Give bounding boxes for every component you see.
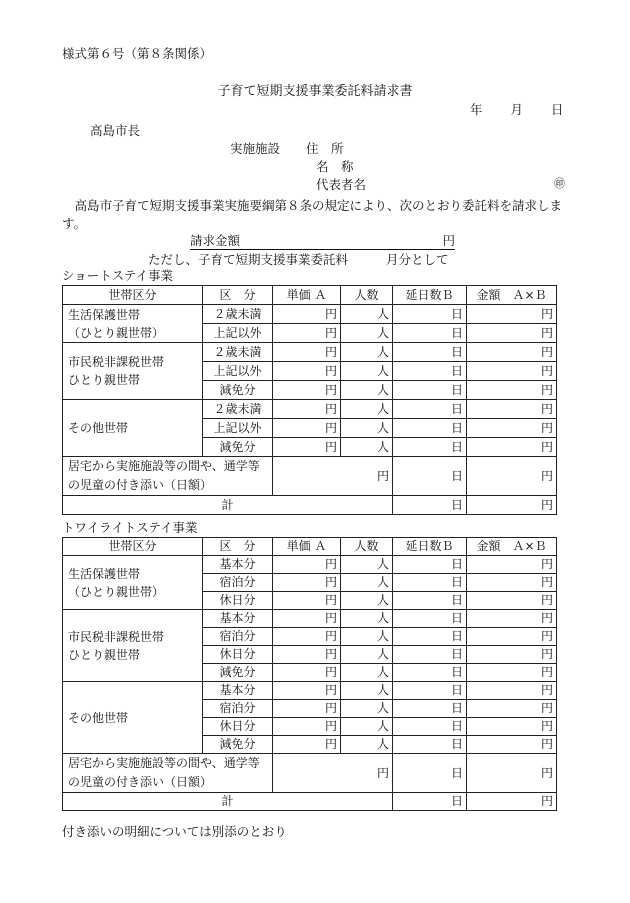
total-days-cell[interactable]: 日 [393, 362, 467, 381]
column-header: 延日数Ｂ [393, 538, 467, 556]
amount-cell[interactable]: 円 [467, 343, 557, 362]
sub-category: ２歳未満 [203, 305, 273, 324]
unit-price-cell[interactable]: 円 [273, 646, 341, 664]
household-category: 生活保護世帯 （ひとり親世帯） [63, 556, 203, 610]
column-header: 区 分 [203, 286, 273, 305]
column-header: 世帯区分 [63, 538, 203, 556]
household-category: その他世帯 [63, 682, 203, 754]
claim-unit: 円 [442, 233, 455, 248]
total-days-cell[interactable]: 日 [393, 682, 467, 700]
total-days-cell[interactable]: 日 [393, 592, 467, 610]
amount-cell[interactable]: 円 [467, 718, 557, 736]
column-header: 単価 Ａ [273, 538, 341, 556]
total-days-cell[interactable]: 日 [393, 305, 467, 324]
sub-category: ２歳未満 [203, 400, 273, 419]
escort-label: 居宅から実施施設等の間や、通学等の児童の付き添い（日額） [63, 754, 273, 793]
claim-label: 請求金額 [190, 233, 241, 248]
amount-cell[interactable]: 円 [467, 419, 557, 438]
headcount-cell[interactable]: 人 [341, 400, 393, 419]
amount-cell[interactable]: 円 [467, 324, 557, 343]
total-days-cell[interactable]: 日 [393, 438, 467, 457]
headcount-cell[interactable]: 人 [341, 700, 393, 718]
escort-row [63, 457, 557, 496]
twilight-stay-section-title: トワイライトステイ事業 [62, 520, 198, 535]
headcount-cell[interactable]: 人 [341, 682, 393, 700]
headcount-cell[interactable]: 人 [341, 646, 393, 664]
column-header: 延日数Ｂ [393, 286, 467, 305]
table-row [63, 556, 557, 574]
amount-cell[interactable]: 円 [467, 736, 557, 754]
claim-amount-line [190, 235, 455, 250]
sub-category: 休日分 [203, 646, 273, 664]
name-label: 名 称 [316, 159, 354, 174]
total-days-cell[interactable]: 日 [393, 419, 467, 438]
amount-cell[interactable]: 円 [467, 610, 557, 628]
unit-price-cell[interactable]: 円 [273, 400, 341, 419]
date-month: 月 [510, 102, 524, 117]
sub-category: 宿泊分 [203, 628, 273, 646]
headcount-cell[interactable]: 人 [341, 305, 393, 324]
sub-category: 上記以外 [203, 419, 273, 438]
household-category: 生活保護世帯 （ひとり親世帯） [63, 305, 203, 343]
headcount-cell[interactable]: 人 [341, 592, 393, 610]
total-days-cell[interactable]: 日 [393, 400, 467, 419]
sub-category: 基本分 [203, 556, 273, 574]
total-days-cell[interactable]: 日 [393, 496, 467, 515]
addressee: 高島市長 [90, 123, 141, 138]
total-days-cell[interactable]: 日 [393, 556, 467, 574]
total-amount-cell[interactable]: 円 [467, 793, 557, 811]
unit-price-cell[interactable]: 円 [273, 700, 341, 718]
seal-mark: ㊞ [554, 177, 565, 190]
headcount-cell[interactable]: 人 [341, 736, 393, 754]
sub-category: 減免分 [203, 736, 273, 754]
total-label: 計 [63, 496, 393, 515]
unit-price-cell[interactable]: 円 [273, 362, 341, 381]
headcount-cell[interactable]: 人 [341, 718, 393, 736]
sub-category: 宿泊分 [203, 574, 273, 592]
twilight-stay-table [62, 537, 557, 811]
representative-label: 代表者名 [316, 177, 367, 192]
sub-category: 基本分 [203, 610, 273, 628]
proviso-line [148, 254, 449, 267]
date-year: 年 [470, 102, 483, 117]
total-row [63, 793, 557, 811]
sub-category: 休日分 [203, 718, 273, 736]
headcount-cell[interactable]: 人 [341, 381, 393, 400]
escort-amount-cell[interactable]: 円 [467, 457, 557, 496]
headcount-cell[interactable]: 人 [341, 574, 393, 592]
table-row [63, 610, 557, 628]
escort-unit-price-cell[interactable]: 円 [273, 754, 393, 793]
amount-cell[interactable]: 円 [467, 400, 557, 419]
total-days-cell[interactable]: 日 [393, 793, 467, 811]
amount-cell[interactable]: 円 [467, 305, 557, 324]
sub-category: 上記以外 [203, 324, 273, 343]
unit-price-cell[interactable]: 円 [273, 718, 341, 736]
column-header: 区 分 [203, 538, 273, 556]
column-header: 人数 [341, 286, 393, 305]
sub-category: 減免分 [203, 381, 273, 400]
unit-price-cell[interactable]: 円 [273, 628, 341, 646]
proviso-suffix: 月分として [386, 252, 449, 267]
amount-cell[interactable]: 円 [467, 646, 557, 664]
total-days-cell[interactable]: 日 [393, 646, 467, 664]
table-row [63, 305, 557, 324]
facility-label: 実施施設 [230, 141, 281, 156]
amount-cell[interactable]: 円 [467, 682, 557, 700]
short-stay-section-title: ショートステイ事業 [62, 268, 174, 283]
headcount-cell[interactable]: 人 [341, 362, 393, 381]
total-row [63, 496, 557, 515]
household-category: その他世帯 [63, 400, 203, 457]
address-label: 住 所 [306, 141, 344, 156]
sub-category: ２歳未満 [203, 343, 273, 362]
amount-cell[interactable]: 円 [467, 362, 557, 381]
unit-price-cell[interactable]: 円 [273, 682, 341, 700]
amount-cell[interactable]: 円 [467, 574, 557, 592]
total-days-cell[interactable]: 日 [393, 700, 467, 718]
escort-days-cell[interactable]: 日 [393, 457, 467, 496]
headcount-cell[interactable]: 人 [341, 419, 393, 438]
escort-amount-cell[interactable]: 円 [467, 754, 557, 793]
date-line [470, 104, 564, 117]
unit-price-cell[interactable]: 円 [273, 592, 341, 610]
total-amount-cell[interactable]: 円 [467, 496, 557, 515]
sub-category: 減免分 [203, 438, 273, 457]
household-category: 市民税非課税世帯 ひとり親世帯 [63, 343, 203, 400]
total-days-cell[interactable]: 日 [393, 736, 467, 754]
headcount-cell[interactable]: 人 [341, 628, 393, 646]
unit-price-cell[interactable]: 円 [273, 574, 341, 592]
header-row [63, 538, 557, 556]
sub-category: 宿泊分 [203, 700, 273, 718]
sub-category: 基本分 [203, 682, 273, 700]
request-text: 高島市子育て短期支援事業実施要綱第８条の規定により、次のとおり委託料を請求します。 [62, 198, 563, 231]
claim-amount-field[interactable] [190, 235, 455, 250]
total-days-cell[interactable]: 日 [393, 343, 467, 362]
headcount-cell[interactable]: 人 [341, 343, 393, 362]
total-days-cell[interactable]: 日 [393, 381, 467, 400]
unit-price-cell[interactable]: 円 [273, 610, 341, 628]
total-days-cell[interactable]: 日 [393, 324, 467, 343]
column-header: 金額 Ａ×Ｂ [467, 286, 557, 305]
column-header: 単価 Ａ [273, 286, 341, 305]
sub-category: 休日分 [203, 592, 273, 610]
total-days-cell[interactable]: 日 [393, 574, 467, 592]
sub-category: 上記以外 [203, 362, 273, 381]
form-number: 様式第６号（第８条関係） [62, 46, 213, 61]
unit-price-cell[interactable]: 円 [273, 324, 341, 343]
amount-cell[interactable]: 円 [467, 664, 557, 682]
unit-price-cell[interactable]: 円 [273, 343, 341, 362]
table-row [63, 400, 557, 419]
headcount-cell[interactable]: 人 [341, 324, 393, 343]
amount-cell[interactable]: 円 [467, 628, 557, 646]
total-days-cell[interactable]: 日 [393, 610, 467, 628]
household-category: 市民税非課税世帯 ひとり親世帯 [63, 610, 203, 682]
column-header: 金額 Ａ×Ｂ [467, 538, 557, 556]
headcount-cell[interactable]: 人 [341, 556, 393, 574]
short-stay-table [62, 285, 557, 515]
column-header: 人数 [341, 538, 393, 556]
date-day: 日 [551, 102, 564, 117]
unit-price-cell[interactable]: 円 [273, 736, 341, 754]
amount-cell[interactable]: 円 [467, 592, 557, 610]
unit-price-cell[interactable]: 円 [273, 438, 341, 457]
amount-cell[interactable]: 円 [467, 438, 557, 457]
column-header: 世帯区分 [63, 286, 203, 305]
escort-unit-price-cell[interactable]: 円 [273, 457, 393, 496]
total-days-cell[interactable]: 日 [393, 628, 467, 646]
document-title: 子育て短期支援事業委託料請求書 [217, 84, 413, 99]
amount-cell[interactable]: 円 [467, 381, 557, 400]
unit-price-cell[interactable]: 円 [273, 664, 341, 682]
unit-price-cell[interactable]: 円 [273, 381, 341, 400]
table-row [63, 682, 557, 700]
unit-price-cell[interactable]: 円 [273, 556, 341, 574]
amount-cell[interactable]: 円 [467, 700, 557, 718]
amount-cell[interactable]: 円 [467, 556, 557, 574]
unit-price-cell[interactable]: 円 [273, 419, 341, 438]
proviso-prefix: ただし、子育て短期支援事業委託料 [148, 252, 349, 267]
escort-row [63, 754, 557, 793]
headcount-cell[interactable]: 人 [341, 664, 393, 682]
sub-category: 減免分 [203, 664, 273, 682]
headcount-cell[interactable]: 人 [341, 610, 393, 628]
headcount-cell[interactable]: 人 [341, 438, 393, 457]
table-row [63, 343, 557, 362]
escort-label: 居宅から実施施設等の間や、通学等の児童の付き添い（日額） [63, 457, 273, 496]
total-days-cell[interactable]: 日 [393, 718, 467, 736]
total-label: 計 [63, 793, 393, 811]
applicant-facility-row [230, 143, 344, 156]
footer-note: 付き添いの明細については別添のとおり [62, 824, 287, 839]
escort-days-cell[interactable]: 日 [393, 754, 467, 793]
header-row [63, 286, 557, 305]
unit-price-cell[interactable]: 円 [273, 305, 341, 324]
total-days-cell[interactable]: 日 [393, 664, 467, 682]
